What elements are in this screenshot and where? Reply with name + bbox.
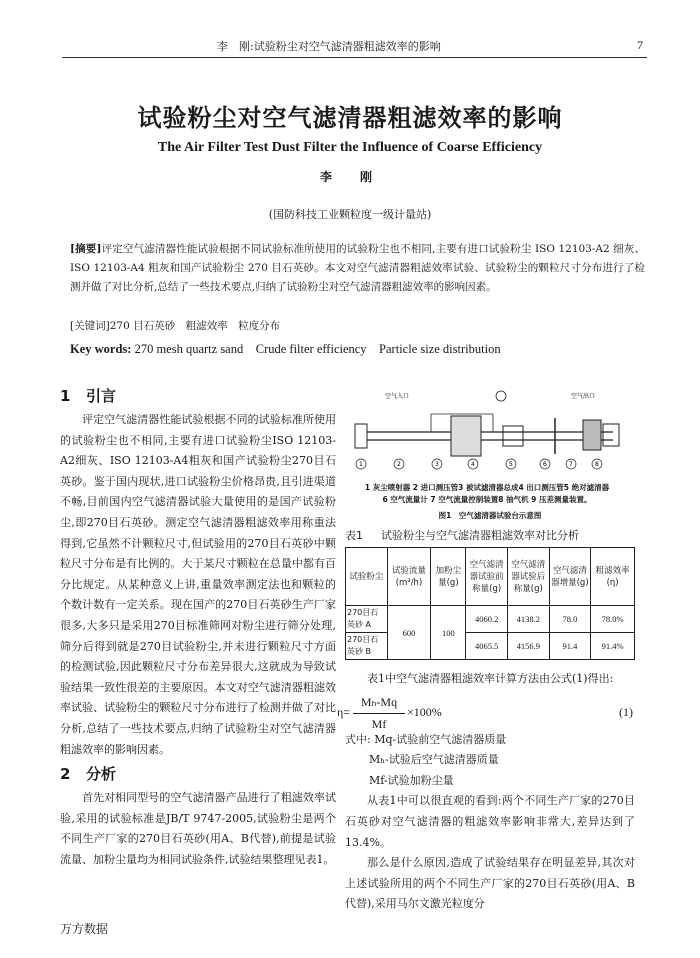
- cell-before: 4060.2: [466, 606, 508, 633]
- efficiency-formula: [337, 690, 635, 732]
- figure-caption: 图1 空气滤清器试验台示意图: [438, 511, 542, 520]
- section-1-title: 引言: [86, 387, 117, 405]
- cell-increase: 78.0: [549, 606, 591, 633]
- equation-number: (1): [619, 704, 633, 719]
- paragraph: 那么是什么原因,造成了试验结果存在明显差异,其次对上述试验所用的两个不同生产厂家的270目石英砂(用A、B代替),采用马尔文激光粒度分: [345, 856, 635, 911]
- cell-flow: 600: [387, 606, 431, 660]
- component-numbers: [356, 459, 602, 469]
- title-english: The Air Filter Test Dust Filter the Influence of Coarse Efficiency: [157, 140, 543, 155]
- right-column-text: [337, 669, 635, 915]
- running-header: [62, 38, 647, 58]
- keywords-en-label: Key words:: [70, 342, 132, 356]
- svg-text:4: 4: [471, 461, 475, 468]
- section-2-number: 2: [60, 765, 71, 784]
- paragraph: 从表1中可以很直观的看到:两个不同生产厂家的270目石英砂对空气滤清器的粗滤效率影响非常大,差异达到了13.4%。: [345, 794, 635, 849]
- figure-legend: [337, 482, 637, 506]
- running-title: 李 刚:试验粉尘对空气滤清器粗滤效率的影响: [217, 40, 441, 53]
- col-header: 试验粉尘: [346, 548, 388, 606]
- air-inlet-label: 空气入口: [385, 393, 410, 400]
- svg-text:5: 5: [509, 461, 513, 468]
- table-row: [346, 606, 635, 633]
- col-header: 空气滤清器试验后称量(g): [507, 548, 549, 606]
- section-1-paragraph: 评定空气滤清器性能试验根据不同的试验标准所使用的试验粉尘也不相同,主要有进口试验粉尘ISO 12103-A2细灰、ISO 12103-A4粗灰和国产试验粉尘270目石英砂。鉴于国内现状,进口试验粉尘价格昂贵,且引进渠道不畅,目前国内空气滤清器试验大量使用的是国产试验粉尘,即270目石英砂。测定空气滤清器粗滤效率用称重法得到,它虽然不计颗粒尺寸,但试验用的270目石英砂中颗粒尺寸分布是有比例的。大于某尺寸颗粒在总量中都有百分比规定。从某种意义上讲,重量效率测定法也和颗粒的个数计数有一定关系。现在国产的270目石英砂生产厂家很多,大多只是采用270目标准筛网对粉尘进行筛分处理,筛分后得到就是270目试验粉尘,并未进行颗粒尺寸方面的检测试验,因此颗粒尺寸分布差异很大,这就成为导致试验结果一致性很差的主要原因。本文对空气滤清器粗滤效率试验、试验粉尘的颗粒尺寸分布进行了检测并做了对比分析,总结了一些技术要点,归纳了试验粉尘对空气滤清器粗滤效率的影响因素。: [60, 413, 336, 756]
- cell-after: 4156.9: [507, 633, 549, 660]
- absolute-filter: [503, 426, 523, 446]
- svg-text:3: 3: [435, 461, 439, 468]
- cell-sample: 270目石英砂 A: [346, 606, 388, 633]
- blower: [583, 420, 601, 450]
- cell-before: 4065.5: [466, 633, 508, 660]
- cell-efficiency: 91.4%: [591, 633, 635, 660]
- cell-increase: 91.4: [549, 633, 591, 660]
- col-header: 试验流量(m³/h): [387, 548, 431, 606]
- keywords-cn-label: [关键词]: [70, 320, 110, 332]
- keywords-cn-text: 270 目石英砂 粗滤效率 粒度分布: [109, 320, 281, 332]
- keywords-english: [70, 339, 645, 357]
- affiliation: (国防科技工业颗粒度一级计量站): [268, 208, 432, 221]
- abstract-label: [摘要]: [70, 243, 102, 255]
- test-rig-diagram: [345, 384, 635, 480]
- formula-fraction: [353, 692, 405, 735]
- abstract-text: 评定空气滤清器性能试验根据不同试验标准所使用的试验粉尘也不相同,主要有进口试验粉尘 ISO 12103-A2 细灰、ISO 12103-A4 粗灰和国产试验粉尘 270 目石英砂。本文对空气滤清器粗滤效率试验、试验粉尘的颗粒尺寸分布进行了检测并做了对比分析,总结了一些技术要点,归纳了试验粉尘对空气滤清器粗滤效率的影响因素。: [70, 243, 645, 293]
- definition: Mf-试验加粉尘量: [369, 773, 454, 787]
- figure-legend-line-2: 6 空气流量计 7 空气流量控制装置8 抽气机 9 压差测量装置。: [382, 495, 592, 504]
- section-1-number: 1: [60, 387, 71, 405]
- callout-circle: [496, 391, 506, 401]
- results-table: [345, 547, 635, 660]
- figure-legend-line-1: 1 灰尘喷射器 2 进口测压管3 被试滤清器总成4 出口测压管5 绝对滤清器: [364, 483, 610, 492]
- page-number: 7: [637, 38, 643, 52]
- left-column: [60, 382, 336, 870]
- col-header: 空气滤清器试验前称量(g): [466, 548, 508, 606]
- footer-watermark: 万方数据: [60, 922, 109, 936]
- col-header: 加粉尘量(g): [431, 548, 466, 606]
- section-2-title: 分析: [86, 765, 117, 784]
- filter-under-test: [451, 416, 481, 456]
- cell-after: 4138.2: [507, 606, 549, 633]
- keywords-chinese: [70, 318, 645, 333]
- col-header: 空气滤清器增量(g): [549, 548, 591, 606]
- section-2-heading: [60, 762, 336, 786]
- svg-text:6: 6: [543, 461, 547, 468]
- table-header-row: [346, 548, 635, 606]
- definition: 式中: Mq-试验前空气滤清器质量: [345, 732, 507, 746]
- dust-injector: [355, 424, 367, 448]
- svg-text:8: 8: [595, 461, 599, 468]
- svg-text:2: 2: [397, 461, 401, 468]
- formula-tail: ×100%: [407, 704, 442, 719]
- cell-dust: 100: [431, 606, 466, 660]
- svg-text:7: 7: [569, 461, 573, 468]
- cell-efficiency: 78.0%: [591, 606, 635, 633]
- section-1-heading: [60, 384, 336, 408]
- formula-definitions: [345, 730, 635, 792]
- abstract: [70, 240, 645, 297]
- keywords-en-text: 270 mesh quartz sand Crude filter efficiency Particle size distribution: [134, 342, 501, 356]
- air-outlet-label: 空气出口: [571, 393, 596, 400]
- exhaust: [603, 424, 619, 446]
- definition: Mₕ-试验后空气滤清器质量: [369, 753, 499, 767]
- formula-numerator: Mₕ-Mq: [353, 692, 405, 715]
- svg-text:1: 1: [359, 461, 363, 468]
- cell-sample: 270目石英砂 B: [346, 633, 388, 660]
- formula-denominator: Mf: [371, 717, 387, 732]
- table-number: 表1: [345, 529, 363, 542]
- author: 李 刚: [319, 170, 380, 184]
- table-title: 试验粉尘与空气滤清器粗滤效率对比分析: [381, 529, 579, 542]
- formula-eta: η=: [337, 704, 351, 719]
- section-2-paragraph: 首先对相同型号的空气滤清器产品进行了粗滤效率试验,采用的试验标准是JB/T 9747-2005,试验粉尘是两个不同生产厂家的270目石英砂(用A、B代替),前提是试验流量、加粉尘量均为相同试验条件,试验结果整理见表1。: [60, 791, 336, 866]
- table-caption: [345, 527, 635, 543]
- title-chinese: 试验粉尘对空气滤清器粗滤效率的影响: [137, 104, 563, 132]
- formula-intro: 表1中空气滤清器粗滤效率计算方法由公式(1)得出:: [367, 672, 614, 685]
- col-header: 粗滤效率(η): [591, 548, 635, 606]
